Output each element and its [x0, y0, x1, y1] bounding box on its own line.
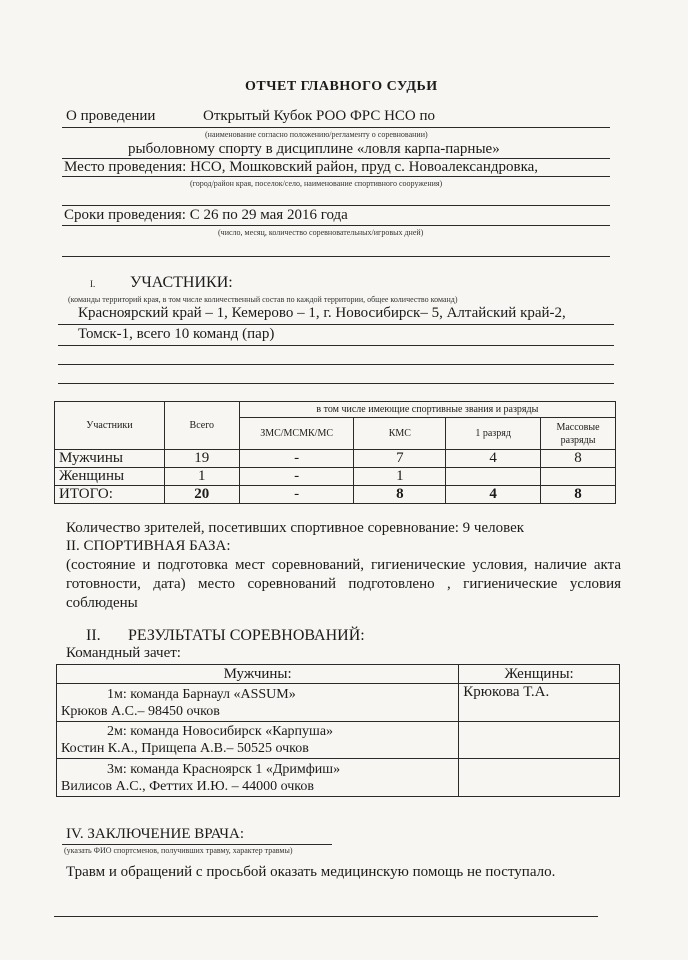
about-hint: (наименование согласно положению/регламенту о соревновании) [205, 130, 428, 139]
cell-total: 20 [164, 486, 239, 504]
header-r1: 1 разряд [446, 418, 541, 450]
women-result: Крюкова Т.А. [459, 684, 620, 722]
header-total: Всего [164, 402, 239, 450]
doctor-text: Травм и обращений с просьбой оказать медицинскую помощь не поступало. [66, 864, 556, 880]
cell-mass [541, 468, 616, 486]
table-row-women [55, 468, 616, 486]
result-row-3 [57, 759, 620, 797]
underline [58, 364, 614, 365]
header-mass-line2: разряды [560, 434, 596, 446]
place-1-names: Крюков А.С.– 98450 очков [61, 703, 220, 719]
underline [62, 127, 610, 128]
header-group: в том числе имеющие спортивные звания и разряды [239, 402, 615, 418]
results-table [56, 664, 620, 797]
about-value-line1: Открытый Кубок РОО ФРС НСО по [203, 108, 436, 124]
participants-hint: (команды территорий края, в том числе количественный состав по каждой территории, общее количество команд) [68, 295, 458, 304]
dates-text: Сроки проведения: С 26 по 29 мая 2016 года [64, 207, 348, 223]
doctor-heading: IV. ЗАКЛЮЧЕНИЕ ВРАЧА: [66, 826, 244, 842]
place-1-team: 1м: команда Барнаул «ASSUM» [107, 686, 296, 702]
doctor-hint: (указать ФИО спортсменов, получивших травму, характер травмы) [64, 846, 293, 855]
venue-text: Место проведения: НСО, Мошковский район, пруд с. Новоалександровка, [64, 159, 539, 175]
row-label: Мужчины [55, 450, 165, 468]
underline [62, 256, 610, 257]
row-label: Женщины [55, 468, 165, 486]
dates-hint: (число, месяц, количество соревновательных/игровых дней) [218, 228, 424, 237]
cell-zms: - [239, 468, 354, 486]
underline [62, 205, 610, 206]
participants-line1: Красноярский край – 1, Кемерово – 1, г. Новосибирск– 5, Алтайский край-2, [78, 305, 566, 321]
header-mass [541, 418, 616, 450]
cell-r1 [446, 468, 541, 486]
base-heading: II. СПОРТИВНАЯ БАЗА: [66, 538, 231, 554]
cell-r1: 4 [446, 486, 541, 504]
cell-mass: 8 [541, 450, 616, 468]
header-participants: Участники [55, 402, 165, 450]
results-subheading: Командный зачет: [66, 645, 181, 661]
result-row-1 [57, 684, 620, 722]
table-row-total [55, 486, 616, 504]
cell-total: 1 [164, 468, 239, 486]
cell-kms: 1 [354, 468, 446, 486]
results-number: II. [86, 627, 101, 644]
place-3-team: 3м: команда Красноярск 1 «Дримфиш» [107, 761, 341, 777]
cell-kms: 8 [354, 486, 446, 504]
participants-line2: Томск-1, всего 10 команд (пар) [78, 326, 275, 342]
cell-r1: 4 [446, 450, 541, 468]
about-value-line2: рыболовному спорту в дисциплине «ловля карпа-парные» [128, 141, 500, 157]
underline [62, 844, 332, 845]
place-2-names: Костин К.А., Прищепа А.В.– 50525 очков [61, 741, 309, 756]
women-label: Женщины: [459, 665, 620, 684]
venue-hint: (город/район края, поселок/село, наименование спортивного сооружения) [190, 179, 443, 188]
header-zms: ЗМС/МСМК/МС [239, 418, 354, 450]
spectators-text: Количество зрителей, посетивших спортивное соревнование: 9 человек [66, 520, 525, 536]
result-row-2 [57, 722, 620, 759]
women-empty-cell [459, 759, 620, 797]
header-kms: КМС [354, 418, 446, 450]
underline [54, 916, 598, 917]
row-label: ИТОГО: [55, 486, 165, 504]
cell-total: 19 [164, 450, 239, 468]
men-label: Мужчины: [57, 665, 459, 684]
underline [62, 176, 610, 177]
underline [58, 383, 614, 384]
participants-stats-table [54, 401, 616, 504]
header-mass-line1: Массовые [556, 421, 600, 433]
cell-mass: 8 [541, 486, 616, 504]
underline [62, 225, 610, 226]
place-2-team: 2м: команда Новосибирск «Карпуша» [107, 724, 334, 739]
about-label: О проведении [66, 108, 156, 124]
underline [58, 324, 614, 325]
participants-heading: УЧАСТНИКИ: [130, 274, 233, 291]
underline [58, 345, 614, 346]
cell-zms: - [239, 486, 354, 504]
women-empty-cell [459, 722, 620, 759]
base-text: (состояние и подготовка мест соревнований, гигиенические условия, наличие акта готовности, дата) место соревнований подготовлено , гигиенические условия соблюдены [66, 557, 621, 611]
results-heading: РЕЗУЛЬТАТЫ СОРЕВНОВАНИЙ: [128, 627, 365, 644]
cell-zms: - [239, 450, 354, 468]
cell-kms: 7 [354, 450, 446, 468]
report-title: ОТЧЕТ ГЛАВНОГО СУДЬИ [245, 79, 438, 94]
participants-number: I. [90, 279, 96, 289]
place-3-names: Вилисов А.С., Феттих И.Ю. – 44000 очков [61, 778, 314, 794]
table-row-men [55, 450, 616, 468]
